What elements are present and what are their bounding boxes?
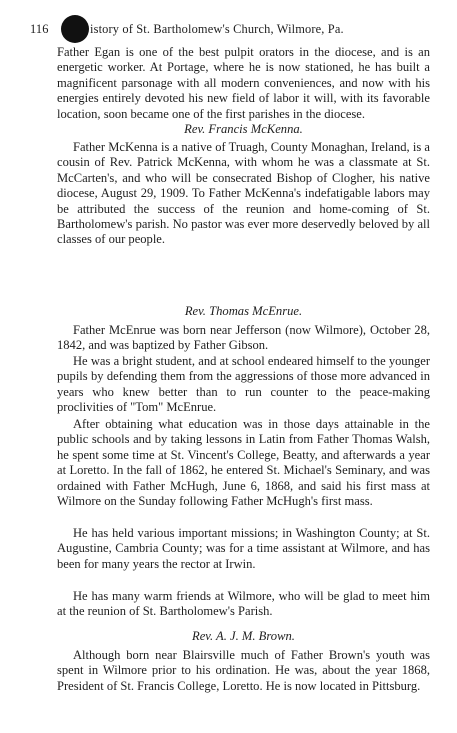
page-number: 116 [30,22,49,36]
section-mckenna-body [57,140,430,248]
paragraph: He was a bright student, and at school endeared himself to the younger pupils by defending them from the aggressions of those more advanced in years who knew better than to run counter to the peace-making proclivities of "Tom" McEnrue. [57,354,430,415]
section-mckenna [57,122,430,137]
section-mcenrue-p2 [57,354,430,416]
paragraph: Father Egan is one of the best pulpit orators in the diocese, and is an energetic worker. At Portage, where he is now stationed, he has built a magnificent parsonage with all modern conveniences, and now with his energies entirely devoted his new field of labor it will, with its favorable location, soon became one of the first parishes in the diocese. [57,45,430,121]
page-header [30,22,430,38]
paragraph: He has many warm friends at Wilmore, who will be glad to meet him at the reunion of St. Bartholomew's Parish. [57,589,430,619]
section-heading: Rev. Francis McKenna. [184,122,303,136]
running-title: istory of St. Bartholomew's Church, Wilmore, Pa. [90,22,344,36]
section-brown-body [57,648,430,694]
section-heading: Rev. Thomas McEnrue. [184,304,303,318]
section-egan [57,45,430,122]
section-mcenrue-p3 [57,417,430,509]
section-brown [57,629,430,644]
paragraph: Father McKenna is a native of Truagh, County Monaghan, Ireland, is a cousin of Rev. Patrick McKenna, with whom he was a classmate at St. McCarten's, and who will be consecrated Bishop of Clogher, his native diocese, August 29, 1909. To Father McKenna's indefatigable labors may be attributed the success of the reunion and home-coming of St. Bartholomew's parish. No pastor was ever more deservedly beloved by all classes of our people. [57,140,430,247]
paragraph: He has held various important missions; in Washington County; at St. Augustine, Cambria County; was for a time assistant at Wilmore, and has been for many years the rector at Irwin. [57,526,430,571]
section-heading: Rev. A. J. M. Brown. [192,629,295,643]
paragraph: After obtaining what education was in those days attainable in the public schools and by taking lessons in Latin from Father Thomas Walsh, he spent some time at St. Vincent's College, Beatty, and afterwards a year at Loretto. In the fall of 1862, he entered St. Michael's Seminary, and was ordained with Father McHugh, June 6, 1868, and said his first mass at Wilmore on the Sunday following Father McHugh's first mass. [57,417,430,509]
punch-hole-mark [61,15,89,43]
section-mcenrue-p4 [57,526,430,572]
section-mcenrue-p5 [57,589,430,620]
paragraph: Although born near Blairsville much of Father Brown's youth was spent in Wilmore prior to his ordination. He was, about the year 1868, President of St. Francis College, Loretto. He is now located in Pittsburg. [57,648,430,693]
paragraph: Father McEnrue was born near Jefferson (now Wilmore), October 28, 1842, and was baptized by Father Gibson. [57,323,430,353]
section-mcenrue-p1 [57,323,430,354]
section-mcenrue [57,304,430,319]
